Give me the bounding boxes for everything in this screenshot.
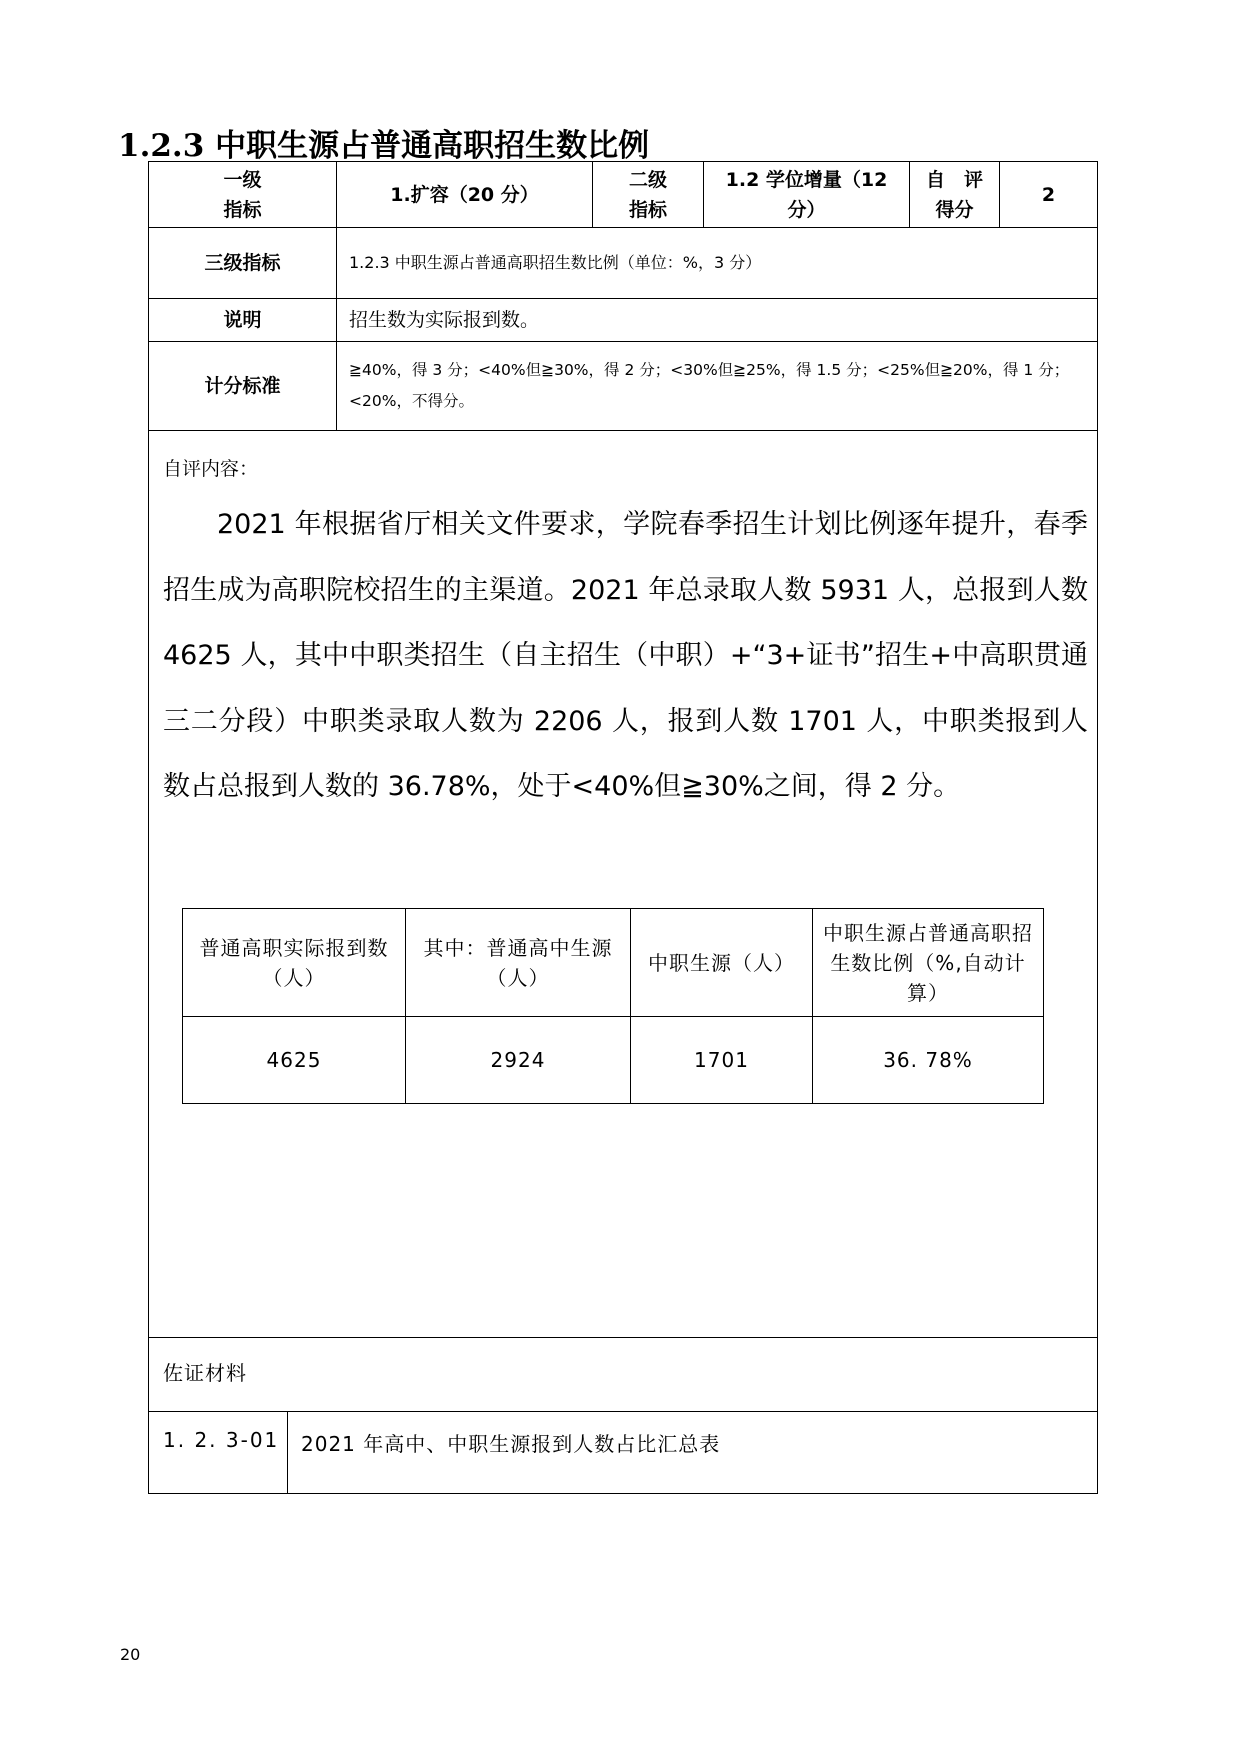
divider: [149, 1411, 1097, 1412]
divider: [287, 1411, 288, 1493]
page-number: 20: [120, 1645, 141, 1664]
stats-header-vocational: 中职生源（人）: [631, 909, 813, 1017]
evidence-name: 2021 年高中、中职生源报到人数占比汇总表: [301, 1432, 721, 1456]
stats-cell-ratio: 36. 78%: [883, 1048, 973, 1072]
level3-label: 三级指标: [149, 228, 337, 299]
stats-header-total: 普通高职实际报到数（人）: [183, 909, 406, 1017]
stats-cell-vocational: 1701: [631, 1017, 813, 1103]
self-score-label: 自 评 得分: [910, 162, 1000, 228]
evidence-code: 1. 2. 3-01: [163, 1428, 280, 1452]
stats-table: [182, 908, 1044, 1104]
stats-header-highschool: 其中：普通高中生源（人）: [406, 909, 631, 1017]
level2-label: 二级 指标: [593, 162, 704, 228]
section-title: 1.2.3 中职生源占普通高职招生数比例: [118, 128, 650, 164]
evidence-label: 佐证材料: [163, 1361, 247, 1385]
level1-value: 1.扩容（20 分）: [337, 162, 593, 228]
self-score-value: 2: [1000, 162, 1097, 228]
level1-label: 一级 指标: [149, 162, 337, 228]
explanation-value: 招生数为实际报到数。: [337, 299, 1097, 342]
scoring-value: ≧40%，得 3 分；<40%但≧30%，得 2 分；<30%但≧25%，得 1.5 分；<25%但≧20%，得 1 分；<20%，不得分。: [337, 342, 1097, 431]
self-eval-paragraph: 2021 年根据省厅相关文件要求，学院春季招生计划比例逐年提升，春季招生成为高职院校招生的主渠道。2021 年总录取人数 5931 人，总报到人数 4625 人，其中中职类招生（自主招生（中职）+“3+证书”招生+中高职贯通三二分段）中职类录取人数为 2206 人，报到人数 1701 人，中职类报到人数占总报到人数的 36.78%，处于<40%但≧30%之间，得 2 分。: [163, 509, 1088, 802]
self-eval-label: 自评内容：: [163, 458, 259, 480]
stats-cell-total: 4625: [183, 1017, 406, 1103]
level2-value: 1.2 学位增量（12 分）: [704, 162, 910, 228]
scoring-label: 计分标准: [149, 342, 337, 431]
stats-cell-highschool: 2924: [406, 1017, 631, 1103]
self-eval-body: [163, 492, 1088, 820]
indicator-form: [148, 161, 1098, 1494]
stats-header-ratio: 中职生源占普通高职招生数比例（%,自动计算）: [813, 909, 1043, 1017]
level3-value: 1.2.3 中职生源占普通高职招生数比例（单位：%，3 分）: [337, 228, 1097, 299]
explanation-label: 说明: [149, 299, 337, 342]
divider: [149, 1337, 1097, 1338]
